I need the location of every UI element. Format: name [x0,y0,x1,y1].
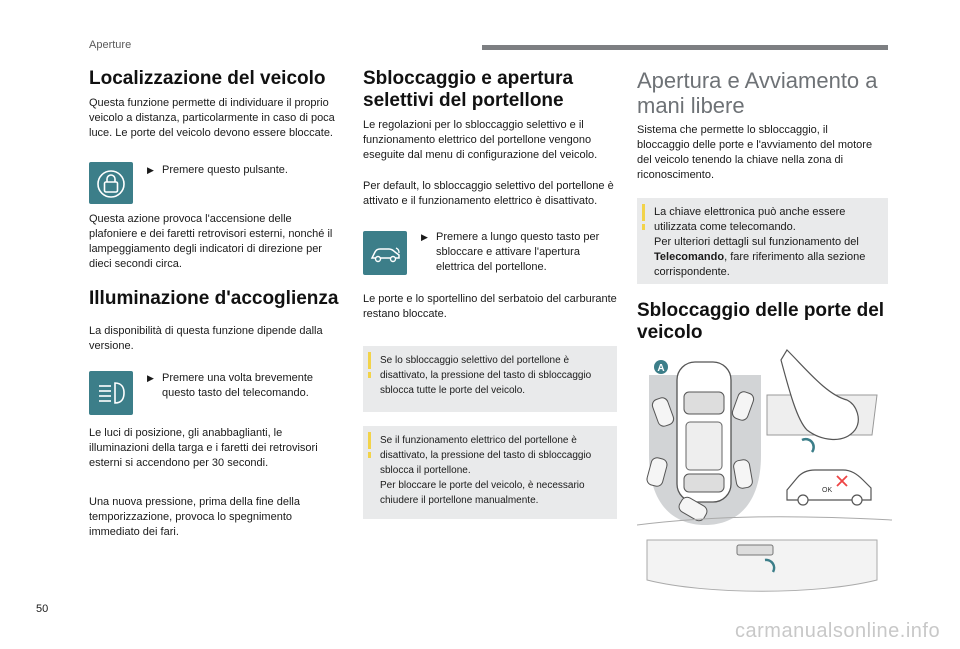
heading-localizzazione: Localizzazione del veicolo [89,68,326,89]
note-marker-dot [642,224,645,230]
note-text: Se lo sbloccaggio selettivo del portellone è disattivato, la pressione del tasto di sbloccaggio sblocca tutte le porte del veicolo. [380,355,592,396]
note-text-b: Per bloccare le porte del veicolo, è necessario chiudere il portellone manualmente. [380,480,585,506]
note-text-a: Se il funzionamento elettrico del portellone è disattivato, la pressione del tasto di sbloccaggio sblocca il portellone. [380,435,592,476]
bullet-text: Premere a lungo questo tasto per sbloccare e attivare l'apertura elettrica del portellone. [436,231,600,273]
bullet-marker: ▶ [421,232,428,242]
heading-illuminazione: Illuminazione d'accoglienza [89,288,339,309]
paragraph-disponibilita: La disponibilità di questa funzione dipende dalla versione. [89,325,323,352]
note-text-b-post: , fare riferimento alla sezione corrispondente. [654,251,866,278]
paragraph-azione: Questa azione provoca l'accensione delle plafoniere e dei faretti retrovisori esterni, nonché il lampeggiamento degli indicatori di direzione per dieci secondi circa. [89,213,333,270]
bullet-text: Premere questo pulsante. [162,164,288,176]
lock-button-icon [89,162,133,204]
heading-sbloccaggio-portellone: Sbloccaggio e apertura selettivi del portellone [363,68,574,111]
paragraph-regolazioni: Le regolazioni per lo sbloccaggio selettivo e il funzionamento elettrico del portellone vengono eseguite dal menu di configurazione del veicolo. [363,119,598,161]
headlight-button-icon [89,371,133,415]
bullet-marker: ▶ [147,165,154,175]
heading-sbloccaggio-porte: Sbloccaggio delle porte del veicolo [637,300,885,343]
note-text [380,433,609,508]
note-marker-dot [368,452,371,458]
page-number: 50 [36,603,49,615]
note-marker [642,204,645,221]
section-title: Aperture [89,39,132,51]
paragraph-porte-bloccate: Le porte e lo sportellino del serbatoio del carburante restano bloccate. [363,293,617,320]
note-sbloccaggio-selettivo [363,346,617,412]
note-text-b [654,235,880,280]
paragraph-nuova-pressione: Una nuova pressione, prima della fine della temporizzazione, provoca lo spegnimento immediato dei fari. [89,496,300,538]
note-marker-dot [368,372,371,378]
note-chiave-elettronica [637,198,888,284]
paragraph-luci: Le luci di posizione, gli anabbaglianti, le illuminazioni della targa e i faretti dei retrovisori esterni si accendono per 30 secondi. [89,427,318,469]
paragraph-default: Per default, lo sbloccaggio selettivo del portellone è attivato e il funzionamento elettrico è disattivato. [363,180,614,207]
note-marker [368,352,371,369]
paragraph-sistema: Sistema che permette lo sbloccaggio, il bloccaggio delle porte e l'avviamento del motore del veicolo tenendo la chiave nella zona di riconoscimento. [637,124,873,181]
bullet-marker: ▶ [147,373,154,383]
note-text-b-pre: Per ulteriori dettagli sul funzionamento del [654,236,859,248]
header-rule [482,45,888,50]
note-funzionamento-elettrico [363,426,617,519]
watermark: carmanualsonline.info [735,620,941,642]
note-text [654,205,880,280]
figure-label-a: A [657,363,665,374]
figure-badge-ok: OK [822,487,833,494]
note-marker [368,432,371,449]
tailgate-button-icon [363,231,407,275]
paragraph-localizzazione: Questa funzione permette di individuare il proprio veicolo a distanza, particolarmente in caso di poca luce. Le porte del veicolo devono essere bloccate. [89,97,335,139]
bullet-text: Premere una volta brevemente questo tasto del telecomando. [162,372,314,399]
hands-free-illustration [637,340,892,610]
note-text-a: La chiave elettronica può anche essere utilizzata come telecomando. [654,206,846,233]
heading-apertura-avviamento: Apertura e Avviamento a mani libere [637,68,878,118]
note-text-b-bold: Telecomando [654,251,725,263]
